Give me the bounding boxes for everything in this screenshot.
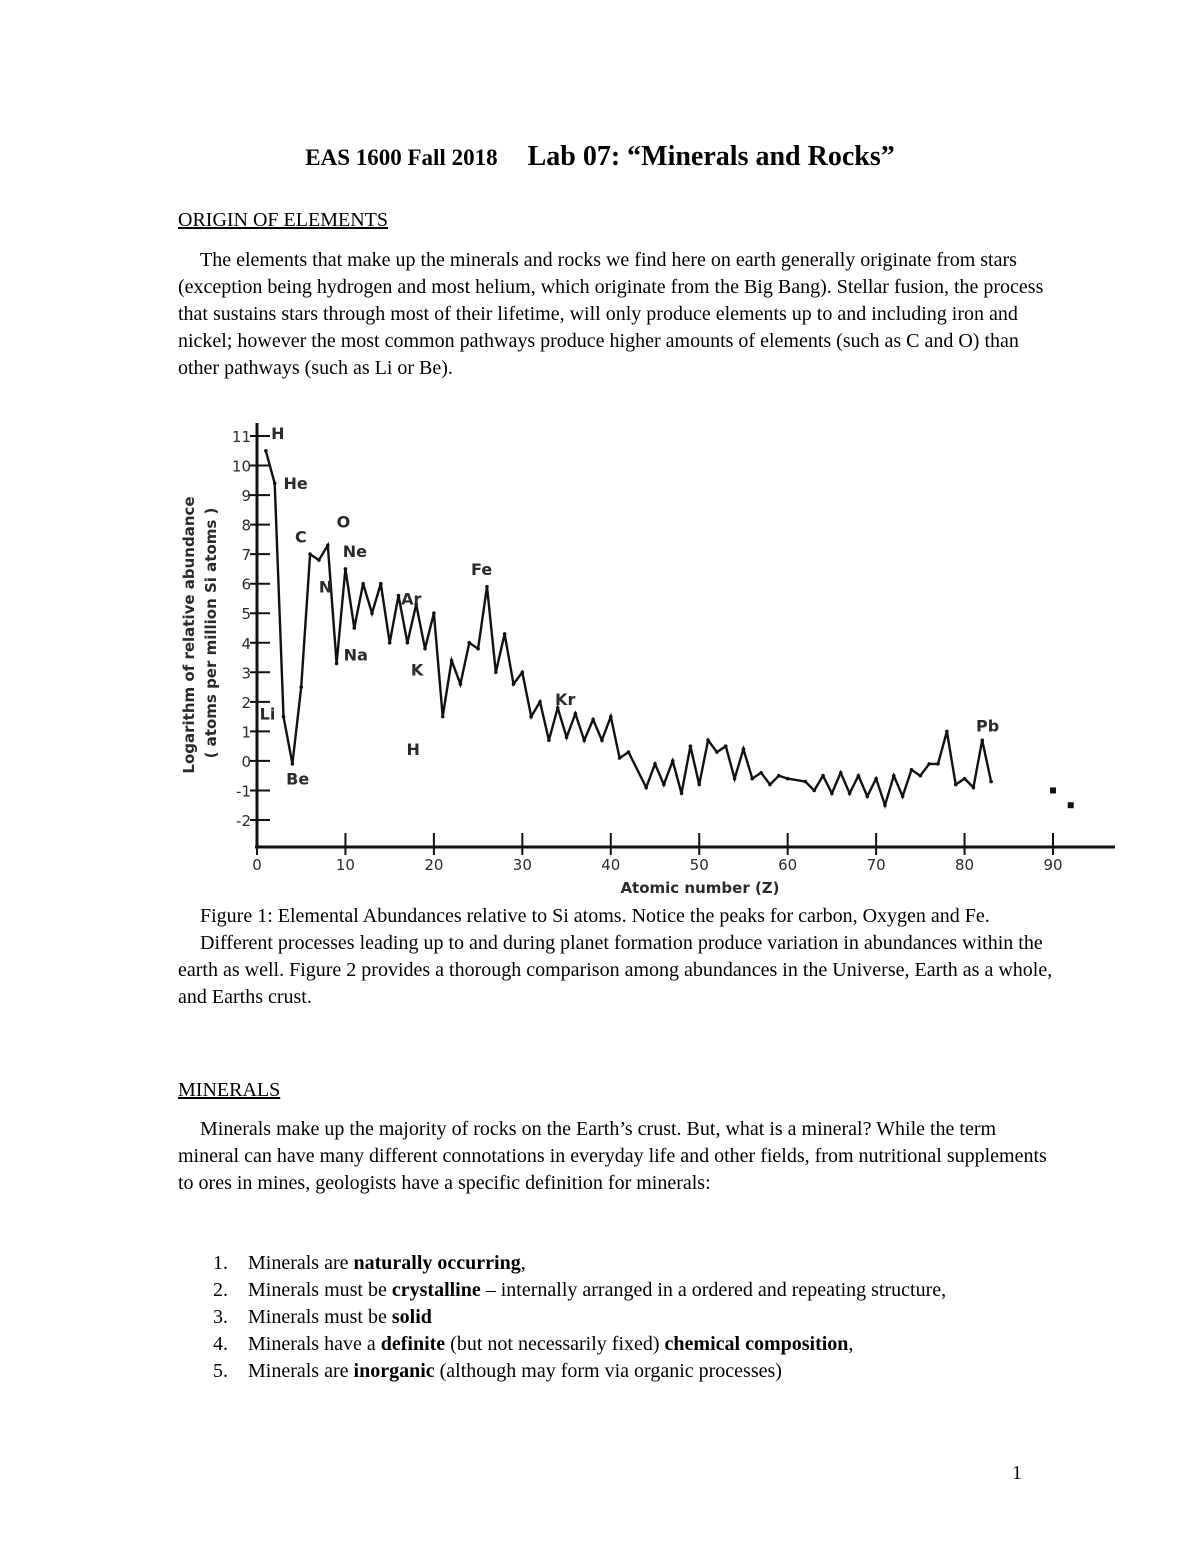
y-tick-label: -2 [236, 812, 251, 830]
element-label: Na [343, 645, 368, 665]
list-item [178, 1358, 1058, 1385]
y-axis-label: Logarithm of relative abundance [180, 496, 198, 774]
data-point [689, 744, 693, 748]
data-point [344, 567, 348, 571]
data-point [600, 738, 604, 742]
list-number: 3. [213, 1306, 228, 1328]
data-point [432, 611, 436, 615]
data-point [786, 777, 790, 781]
x-axis-label: Atomic number (Z) [620, 879, 780, 897]
y-tick-label: 2 [241, 693, 251, 712]
data-point [954, 783, 958, 787]
data-point [848, 792, 852, 796]
data-point [759, 771, 763, 775]
figure-caption [178, 903, 1058, 1011]
data-point [644, 786, 648, 790]
data-point [609, 715, 613, 719]
data-point [662, 783, 666, 787]
y-axis-sublabel: ( atoms per million Si atoms ) [202, 507, 220, 759]
data-point [919, 774, 923, 778]
isolated-point [1068, 802, 1074, 808]
data-point [830, 792, 834, 796]
minerals-paragraph [178, 1116, 1058, 1197]
y-tick-label: 1 [241, 723, 251, 742]
data-point [361, 582, 365, 586]
y-tick-label: 10 [231, 457, 251, 476]
x-tick-label: 60 [778, 856, 798, 874]
data-point [397, 594, 401, 598]
y-tick-label: 4 [241, 634, 251, 653]
data-point [883, 803, 887, 807]
data-point [627, 750, 631, 754]
data-point [706, 738, 710, 742]
data-point [963, 777, 967, 781]
y-tick-label: -1 [236, 782, 251, 801]
data-point [724, 744, 728, 748]
data-point [423, 647, 427, 651]
element-label: N [318, 577, 333, 597]
data-point [989, 780, 993, 784]
origin-heading: ORIGIN OF ELEMENTS [178, 209, 388, 231]
element-label: H [271, 423, 285, 443]
y-tick-label: 6 [241, 575, 251, 594]
data-point [582, 738, 586, 742]
x-tick-label: 50 [689, 856, 709, 874]
y-tick-label: 9 [241, 487, 251, 506]
data-point [901, 795, 905, 799]
data-point [494, 671, 498, 675]
list-item [178, 1331, 1058, 1358]
page-title [0, 141, 1200, 173]
isolated-point [1050, 787, 1056, 793]
data-point [538, 700, 542, 704]
element-label: He [283, 474, 308, 494]
data-point [282, 715, 286, 719]
x-tick-label: 0 [252, 856, 262, 874]
data-point [299, 685, 303, 689]
origin-paragraph [178, 247, 1058, 382]
data-point [529, 715, 533, 719]
data-point [671, 759, 675, 763]
element-label: Ne [342, 542, 368, 562]
list-emphasis: naturally occurring [353, 1252, 521, 1274]
x-tick-label: 30 [512, 856, 532, 874]
data-point [547, 738, 551, 742]
list-number: 4. [213, 1333, 228, 1355]
y-tick-label: 3 [241, 664, 251, 683]
y-tick-label: 8 [241, 516, 251, 535]
data-point [777, 774, 781, 778]
element-label: Pb [976, 716, 1000, 736]
minerals-paragraph-text: Minerals make up the majority of rocks on the Earth’s crust. But, what is a mineral? While the term mineral can have many different connotations in everyday life and other fields, from nutritional supplements to ores in mines, geologists have a specific definition for minerals: [178, 1118, 1047, 1194]
list-text: Minerals must be [248, 1306, 392, 1328]
list-number: 5. [213, 1360, 228, 1382]
data-point [264, 449, 268, 453]
y-tick-label: 5 [241, 605, 251, 624]
element-label: Li [259, 704, 276, 724]
data-point [441, 715, 445, 719]
data-point [653, 762, 657, 766]
list-emphasis: inorganic [353, 1360, 435, 1382]
list-item [178, 1250, 1058, 1277]
origin-paragraph-text: The elements that make up the minerals and rocks we find here on earth generally originate from stars (exception being hydrogen and most helium, which originate from the Big Bang). Stellar fusion, the process that sustains stars through most of their lifetime, will only produce elements up to and including iron and nickel; however the most common pathways produce higher amounts of elements (such as C and O) than other pathways (such as Li or Be). [178, 249, 1044, 379]
y-tick-label: 7 [241, 546, 251, 565]
data-point [742, 747, 746, 751]
data-point [980, 738, 984, 742]
data-point [972, 786, 976, 790]
element-label: Ar [401, 589, 422, 609]
data-point [768, 783, 772, 787]
minerals-heading: MINERALS [178, 1079, 281, 1101]
data-point [406, 641, 410, 645]
element-label: C [295, 527, 307, 547]
data-point [388, 641, 392, 645]
list-item [178, 1277, 1058, 1304]
data-point [591, 718, 595, 722]
list-text: – internally arranged in a ordered and repeating structure, [480, 1279, 947, 1301]
abundance-chart [170, 415, 1120, 900]
course-title: EAS 1600 Fall 2018 [305, 145, 498, 170]
list-emphasis: solid [391, 1306, 432, 1328]
data-point [273, 481, 277, 485]
element-label: Fe [471, 559, 493, 579]
x-tick-label: 70 [866, 856, 886, 874]
data-point [936, 762, 940, 766]
data-point [521, 671, 525, 675]
list-text: Minerals have a [248, 1333, 381, 1355]
list-text: , [848, 1333, 854, 1355]
data-point [812, 789, 816, 793]
data-point [565, 735, 569, 739]
list-item [178, 1304, 1058, 1331]
list-number: 2. [213, 1279, 228, 1301]
lab-title: Lab 07: “Minerals and Rocks” [527, 141, 895, 172]
data-point [291, 762, 295, 766]
list-text: (although may form via organic processes) [434, 1360, 782, 1382]
data-point [910, 768, 914, 772]
data-point [317, 558, 321, 562]
element-label: O [336, 512, 351, 532]
data-point [352, 626, 356, 630]
data-point [865, 795, 869, 799]
list-text: Minerals must be [248, 1279, 392, 1301]
element-label: Kr [555, 689, 576, 709]
data-point [335, 662, 339, 666]
list-text: Minerals are [248, 1360, 354, 1382]
list-text: , [520, 1252, 526, 1274]
data-point [308, 552, 312, 556]
page-number: 1 [1012, 1462, 1022, 1484]
data-point [618, 756, 622, 760]
list-text: Minerals are [248, 1252, 354, 1274]
origin-paragraph-2: Different processes leading up to and during planet formation produce variation in abundances within the earth as well. Figure 2 provides a thorough comparison among abundances in the Universe, Earth as a whole, and Earths crust. [178, 932, 1053, 1008]
x-tick-label: 20 [424, 856, 444, 874]
x-tick-label: 40 [601, 856, 621, 874]
data-point [697, 783, 701, 787]
element-label: H [406, 740, 420, 760]
data-point [370, 611, 374, 615]
data-point [945, 730, 949, 734]
x-tick-label: 10 [335, 856, 355, 874]
data-point [804, 780, 808, 784]
data-point [574, 712, 578, 716]
data-point [503, 632, 507, 636]
data-point [821, 774, 825, 778]
data-point [476, 647, 480, 651]
data-point [326, 543, 330, 547]
data-point [512, 682, 516, 686]
data-point [467, 641, 471, 645]
data-point [450, 659, 454, 663]
y-tick-label: 0 [241, 752, 251, 771]
list-number: 1. [213, 1252, 228, 1274]
list-emphasis: definite [380, 1333, 446, 1355]
data-point [459, 682, 463, 686]
data-point [680, 792, 684, 796]
list-emphasis: chemical composition [664, 1333, 849, 1355]
list-emphasis: crystalline [391, 1279, 481, 1301]
list-text: (but not necessarily fixed) [445, 1333, 665, 1355]
data-point [733, 777, 737, 781]
data-point [874, 777, 878, 781]
data-point [839, 771, 843, 775]
data-point [857, 774, 861, 778]
mineral-definition-list [178, 1250, 1058, 1385]
x-tick-label: 80 [955, 856, 975, 874]
data-point [750, 777, 754, 781]
figure-caption-text: Figure 1: Elemental Abundances relative to Si atoms. Notice the peaks for carbon, Oxygen and Fe. [200, 905, 990, 927]
element-label: K [410, 660, 424, 680]
data-point [379, 582, 383, 586]
y-tick-label: 11 [231, 428, 251, 446]
data-point [892, 774, 896, 778]
element-label: Be [286, 769, 310, 789]
data-point [715, 750, 719, 754]
data-point [485, 585, 489, 589]
x-tick-label: 90 [1043, 856, 1063, 874]
data-point [927, 762, 931, 766]
